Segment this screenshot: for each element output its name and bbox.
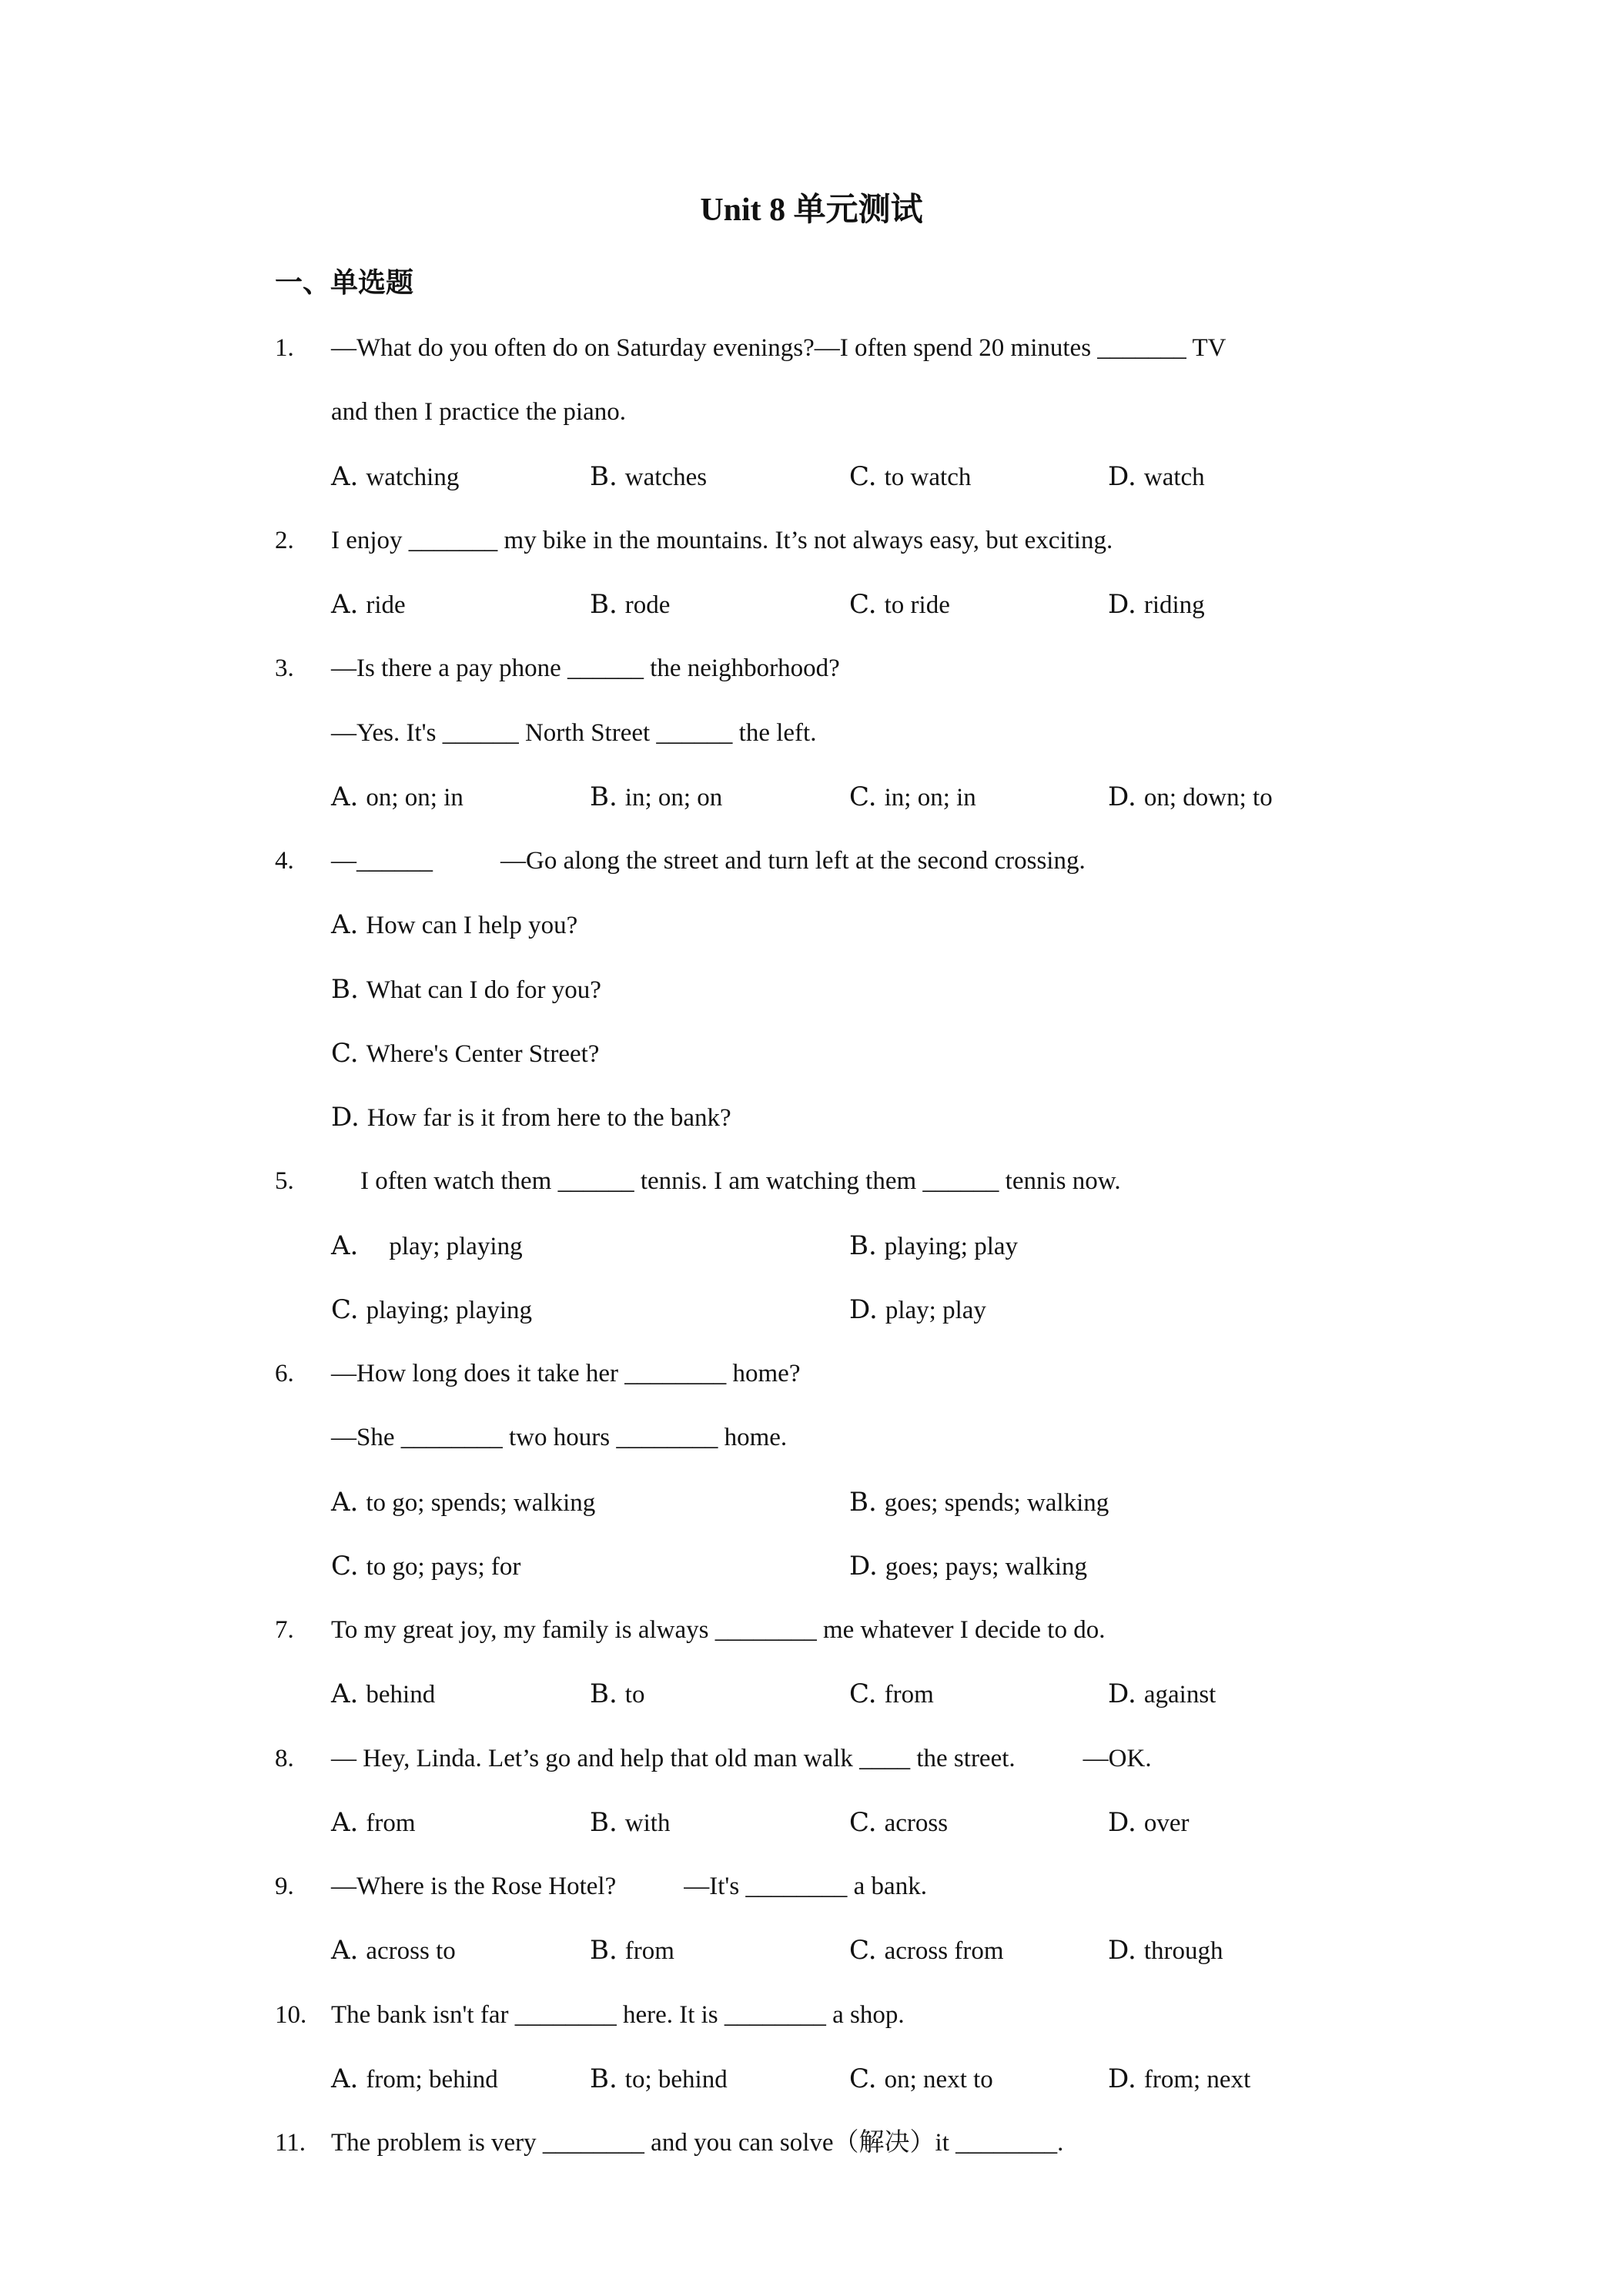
option-label: A. <box>331 1678 359 1710</box>
option-text: from <box>624 1937 674 1966</box>
question-stem <box>331 637 840 701</box>
question-stem-line <box>0 1342 1623 1406</box>
stem-text: —What do you often do on Saturday evenings?—I often spend 20 minutes _______ TV <box>331 334 1226 362</box>
question-stem <box>331 1855 927 1919</box>
stem-text: —______ <box>331 847 433 875</box>
stem-text: — Hey, Linda. Let’s go and help that old man walk ____ the street. <box>331 1744 1016 1772</box>
option-text: against <box>1143 1681 1216 1709</box>
option-text: Where's Center Street? <box>366 1039 600 1068</box>
question-number: 2. <box>275 526 294 554</box>
option-d <box>1108 1791 1190 1856</box>
option-label: C. <box>849 1806 877 1838</box>
stem-text: —She ________ two hours ________ home. <box>331 1424 788 1452</box>
question-stem <box>331 1727 1152 1791</box>
option-text: playing; play <box>884 1232 1019 1260</box>
option-text: across <box>884 1809 949 1837</box>
option-text: play; play <box>885 1296 986 1324</box>
option-text: goes; pays; walking <box>885 1552 1087 1581</box>
question-stem-line <box>0 1983 1623 2047</box>
question-number: 6. <box>275 1360 294 1387</box>
option-a <box>331 573 406 638</box>
stem-text: —Yes. It's ______ North Street ______ the left. <box>331 718 817 747</box>
option-a <box>331 445 459 510</box>
page-title: Unit 8 单元测试 <box>700 192 923 228</box>
question-number: 7. <box>275 1616 294 1644</box>
question-stem <box>331 2111 1063 2175</box>
option-label: C. <box>849 1678 877 1710</box>
question-number: 8. <box>275 1744 294 1772</box>
question-number: 3. <box>275 654 294 683</box>
options-row <box>0 573 1623 637</box>
stem-text: To my great joy, my family is always ________ me whatever I decide to do. <box>331 1616 1106 1644</box>
option-text: watches <box>624 463 708 491</box>
option-c <box>849 1919 1004 1983</box>
option-a <box>331 1471 595 1535</box>
option-label: C. <box>331 1294 359 1325</box>
question-stem <box>331 829 1086 893</box>
option-label: B. <box>590 460 617 492</box>
option-c <box>849 445 971 510</box>
option-d <box>849 1278 986 1343</box>
option-text: from <box>884 1681 934 1709</box>
option-text: through <box>1143 1937 1223 1966</box>
options-row <box>0 445 1623 509</box>
question-stem <box>331 1406 787 1470</box>
options-row <box>0 1214 1623 1278</box>
option-b <box>590 1919 674 1983</box>
options-row <box>0 2047 1623 2111</box>
option-text: What can I do for you? <box>366 976 601 1004</box>
question-stem <box>331 1598 1105 1662</box>
stem-text: I enjoy _______ my bike in the mountains. It’s not always easy, but exciting. <box>331 526 1113 554</box>
option-label: C. <box>849 460 877 492</box>
options-row <box>0 1919 1623 1983</box>
option-text: behind <box>366 1681 436 1709</box>
option-c <box>849 2047 993 2112</box>
option-label: A. <box>331 1806 359 1838</box>
option-label: A. <box>331 460 359 492</box>
option-a <box>331 765 463 830</box>
option-text: to; behind <box>624 2065 728 2094</box>
option-text: on; down; to <box>1143 783 1273 812</box>
question-stem <box>331 509 1113 573</box>
question-stem-line <box>0 1406 1623 1470</box>
options-row <box>0 1278 1623 1342</box>
option-label: B. <box>590 1678 617 1710</box>
option-text: from; behind <box>366 2065 498 2094</box>
option-c <box>849 573 950 638</box>
option-text: playing; playing <box>366 1296 533 1324</box>
option-b <box>590 2047 728 2112</box>
option-text: over <box>1143 1809 1190 1837</box>
option-a <box>331 1919 456 1983</box>
option-text: goes; spends; walking <box>884 1488 1109 1517</box>
option-label: B. <box>590 1806 617 1838</box>
question-stem <box>331 1983 905 2047</box>
option-d <box>849 1535 1087 1599</box>
question-stem-line <box>0 1598 1623 1662</box>
option-label: A. <box>331 781 359 812</box>
stem-text: —Where is the Rose Hotel? <box>331 1873 617 1900</box>
options-row <box>0 765 1623 829</box>
question-number: 10. <box>275 2000 307 2029</box>
option-label: C. <box>849 1935 877 1966</box>
question-number: 1. <box>275 334 294 362</box>
option-label: D. <box>331 1102 360 1133</box>
options-row <box>0 1022 1623 1086</box>
stem-text: The bank isn't far ________ here. It is ________ a shop. <box>331 2000 905 2029</box>
option-c <box>849 1662 934 1727</box>
option-b <box>331 958 601 1022</box>
option-a <box>331 1791 416 1856</box>
question-stem <box>360 1150 1121 1213</box>
option-text: to ride <box>884 591 950 619</box>
option-text: in; on; in <box>884 783 976 812</box>
option-text: from <box>366 1809 416 1837</box>
option-text: play; playing <box>389 1232 523 1260</box>
option-a <box>331 2047 498 2112</box>
question-stem <box>331 1342 800 1406</box>
stem-text: and then I practice the piano. <box>331 398 626 427</box>
question-number: 11. <box>275 2129 306 2157</box>
option-d <box>1108 765 1273 830</box>
option-text: to go; spends; walking <box>366 1488 596 1517</box>
question-list <box>0 316 1623 2175</box>
option-a <box>331 893 577 958</box>
option-d <box>1108 2047 1250 2112</box>
option-b <box>590 573 670 638</box>
option-label: D. <box>849 1294 878 1325</box>
option-b <box>590 1791 670 1856</box>
option-text: watching <box>366 463 460 491</box>
option-label: C. <box>849 781 877 812</box>
option-a <box>331 1214 523 1279</box>
option-label: B. <box>849 1230 877 1261</box>
question-stem-line <box>0 701 1623 765</box>
option-b <box>849 1214 1018 1279</box>
option-c <box>849 765 976 830</box>
question-stem-line <box>0 1727 1623 1791</box>
option-text: riding <box>1143 591 1205 619</box>
option-label: B. <box>590 1935 617 1966</box>
options-row <box>0 1662 1623 1726</box>
option-label: B. <box>590 2063 617 2094</box>
option-text: on; on; in <box>366 783 463 812</box>
option-label: B. <box>331 973 359 1005</box>
option-label: C. <box>331 1037 359 1069</box>
option-text: to watch <box>884 463 972 491</box>
question-stem-line <box>0 509 1623 573</box>
options-row <box>0 1471 1623 1535</box>
option-d <box>1108 1919 1223 1983</box>
option-label: D. <box>1108 2063 1136 2094</box>
option-text: ride <box>366 591 406 619</box>
option-label: C. <box>849 589 877 620</box>
question-stem <box>331 316 1226 380</box>
option-text: to go; pays; for <box>366 1552 521 1581</box>
stem-text: I often watch them ______ tennis. I am watching them ______ tennis now. <box>360 1167 1121 1196</box>
option-b <box>590 1662 644 1727</box>
option-d <box>1108 445 1205 510</box>
question-stem-line <box>0 380 1623 444</box>
option-label: A. <box>331 909 359 941</box>
option-text: in; on; on <box>624 783 723 812</box>
option-a <box>331 1662 435 1727</box>
option-label: B. <box>849 1486 877 1518</box>
option-label: D. <box>1108 589 1136 620</box>
option-text: on; next to <box>884 2065 993 2094</box>
option-b <box>849 1471 1109 1535</box>
option-label: A. <box>331 2063 359 2094</box>
option-label: D. <box>1108 1935 1136 1966</box>
option-text: across to <box>366 1937 456 1966</box>
option-text: How far is it from here to the bank? <box>366 1104 731 1132</box>
stem-text: —Go along the street and turn left at the second crossing. <box>500 847 1086 875</box>
option-label: D. <box>1108 1678 1136 1710</box>
option-c <box>331 1535 520 1599</box>
question-stem-line <box>0 316 1623 380</box>
option-label: D. <box>1108 781 1136 812</box>
question-number: 4. <box>275 847 294 875</box>
option-b <box>590 765 722 830</box>
option-text: rode <box>624 591 671 619</box>
options-row <box>0 1791 1623 1855</box>
option-label: C. <box>331 1550 359 1581</box>
option-text: with <box>624 1809 671 1837</box>
option-text: to <box>624 1681 645 1709</box>
question-stem <box>331 380 626 444</box>
options-row <box>0 1535 1623 1598</box>
option-text: across from <box>884 1937 1004 1966</box>
option-label: D. <box>1108 460 1136 492</box>
option-label: D. <box>849 1550 878 1581</box>
option-b <box>590 445 707 510</box>
option-c <box>331 1278 532 1343</box>
option-c <box>331 1022 599 1086</box>
question-stem <box>331 701 816 765</box>
options-row <box>0 958 1623 1022</box>
section-header: 一、单选题 <box>275 267 414 298</box>
option-label: C. <box>849 2063 877 2094</box>
option-text: from; next <box>1143 2065 1251 2094</box>
question-stem-line <box>0 829 1623 893</box>
stem-text: —It's ________ a bank. <box>684 1873 927 1900</box>
stem-text: —OK. <box>1083 1744 1152 1772</box>
option-d <box>1108 573 1205 638</box>
option-label: A. <box>331 1486 359 1518</box>
question-stem-line <box>0 1150 1623 1213</box>
option-text: How can I help you? <box>366 912 578 940</box>
question-stem-line <box>0 1855 1623 1919</box>
stem-text: —How long does it take her ________ home? <box>331 1360 801 1387</box>
option-d <box>331 1086 731 1150</box>
options-row <box>0 893 1623 957</box>
option-label: A. <box>331 589 359 620</box>
question-number: 5. <box>275 1167 294 1196</box>
option-d <box>1108 1662 1216 1727</box>
stem-text: —Is there a pay phone ______ the neighborhood? <box>331 654 840 683</box>
option-label: D. <box>1108 1806 1136 1838</box>
option-label: A. <box>331 1230 359 1261</box>
option-text: watch <box>1143 463 1205 491</box>
option-label: A. <box>331 1935 359 1966</box>
option-label: B. <box>590 781 617 812</box>
question-stem-line <box>0 637 1623 701</box>
stem-text: The problem is very ________ and you can solve（解决）it ________. <box>331 2129 1064 2157</box>
question-number: 9. <box>275 1873 294 1900</box>
option-label: B. <box>590 589 617 620</box>
question-stem-line <box>0 2111 1623 2175</box>
options-row <box>0 1086 1623 1150</box>
option-c <box>849 1791 948 1856</box>
